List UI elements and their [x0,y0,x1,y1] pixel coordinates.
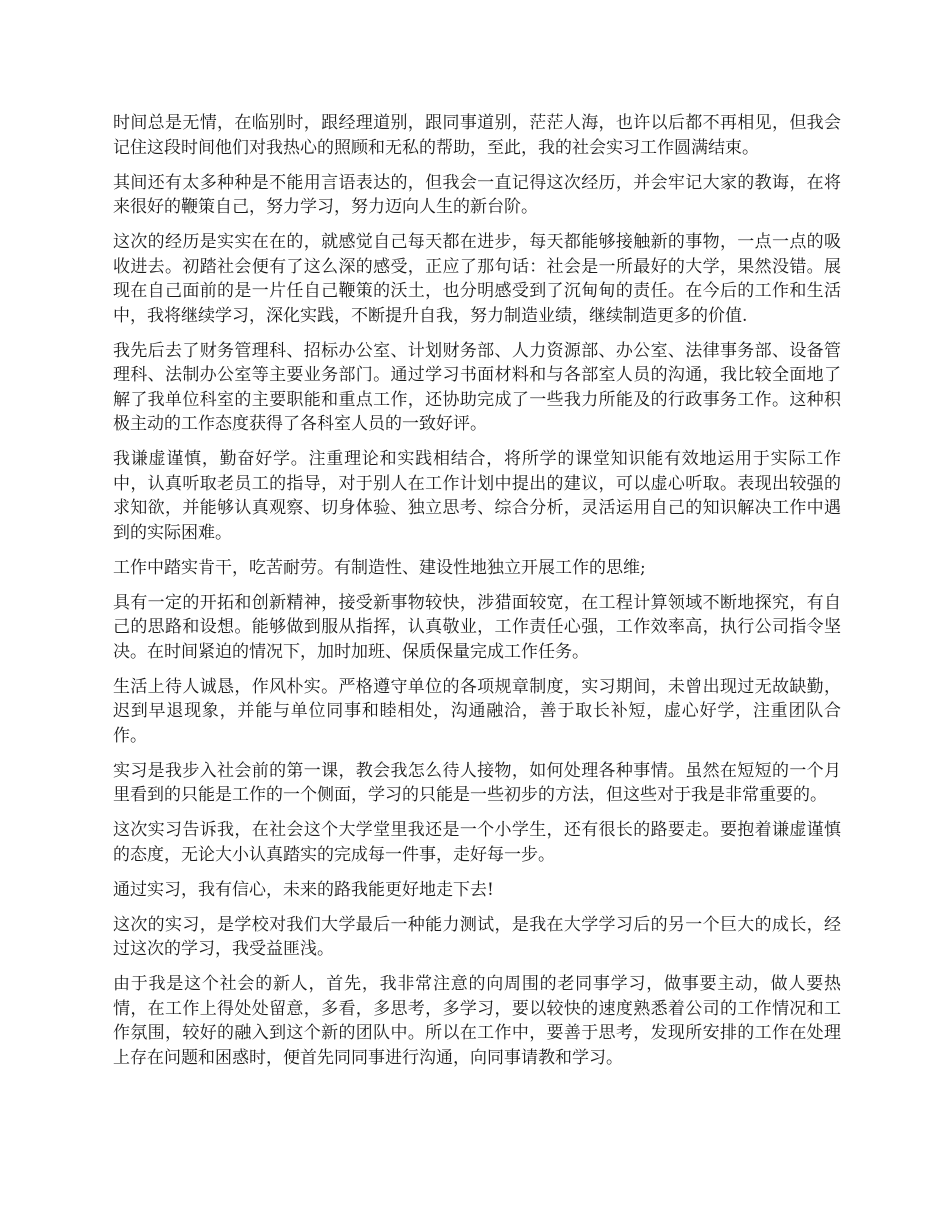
document-body [113,111,841,1081]
paragraph: 这次实习告诉我，在社会这个大学堂里我还是一个小学生，还有很长的路要走。要抱着谦虚谨慎的态度，无论大小认真踏实的完成每一件事，走好每一步。 [113,820,841,865]
paragraph: 实习是我步入社会前的第一课，教会我怎么待人接物，如何处理各种事情。虽然在短短的一个月里看到的只能是工作的一个侧面，学习的只能是一些初步的方法，但这些对于我是非常重要的。 [113,760,841,805]
paragraph: 我先后去了财务管理科、招标办公室、计划财务部、人力资源部、办公室、法律事务部、设备管理科、法制办公室等主要业务部门。通过学习书面材料和与各部室人员的沟通，我比较全面地了解了我单位科室的主要职能和重点工作，还协助完成了一些我力所能及的行政事务工作。这种积极主动的工作态度获得了各科室人员的一致好评。 [113,340,841,434]
paragraph: 工作中踏实肯干，吃苦耐劳。有制造性、建设性地独立开展工作的思维; [113,557,646,578]
paragraph: 这次的经历是实实在在的，就感觉自己每天都在进步，每天都能够接触新的事物，一点一点的吸收进去。初踏社会便有了这么深的感受，正应了那句话：社会是一所最好的大学，果然没错。展现在自己面前的是一片任自己鞭策的沃土，也分明感受到了沉甸甸的责任。在今后的工作和生活中，我将继续学习，深化实践，不断提升自我，努力制造业绩，继续制造更多的价值. [113,232,841,326]
paragraph: 通过实习，我有信心，未来的路我能更好地走下去! [113,879,494,900]
paragraph: 由于我是这个社会的新人，首先，我非常注意的向周围的老同事学习，做事要主动，做人要热情，在工作上得处处留意，多看，多思考，多学习，要以较快的速度熟悉着公司的工作情况和工作氛围，较好的融入到这个新的团队中。所以在工作中，要善于思考，发现所安排的工作在处理上存在问题和困惑时，便首先同同事进行沟通，向同事请教和学习。 [113,974,841,1068]
paragraph: 这次的实习，是学校对我们大学最后一种能力测试，是我在大学学习后的另一个巨大的成长，经过这次的学习，我受益匪浅。 [113,914,841,959]
paragraph: 我谦虚谨慎，勤奋好学。注重理论和实践相结合，将所学的课堂知识能有效地运用于实际工作中，认真听取老员工的指导，对于别人在工作计划中提出的建议，可以虚心听取。表现出较强的求知欲，并能够认真观察、切身体验、独立思考、综合分析，灵活运用自己的知识解决工作中遇到的实际困难。 [113,449,841,543]
paragraph: 具有一定的开拓和创新精神，接受新事物较快，涉猎面较宽，在工程计算领域不断地探究，有自己的思路和设想。能够做到服从指挥，认真敬业，工作责任心强，工作效率高，执行公司指令坚决。在时间紧迫的情况下，加时加班、保质保量完成工作任务。 [113,592,841,662]
paragraph: 生活上待人诚恳，作风朴实。严格遵守单位的各项规章制度，实习期间，未曾出现过无故缺勤，迟到早退现象，并能与单位同事和睦相处，沟通融洽，善于取长补短，虚心好学，注重团队合作。 [113,676,841,746]
paragraph: 时间总是无情，在临别时，跟经理道别，跟同事道别，茫茫人海，也许以后都不再相见，但我会记住这段时间他们对我热心的照顾和无私的帮助，至此，我的社会实习工作圆满结束。 [113,113,841,158]
paragraph: 其间还有太多种种是不能用言语表达的，但我会一直记得这次经历，并会牢记大家的教诲，在将来很好的鞭策自己，努力学习，努力迈向人生的新台阶。 [113,172,841,217]
